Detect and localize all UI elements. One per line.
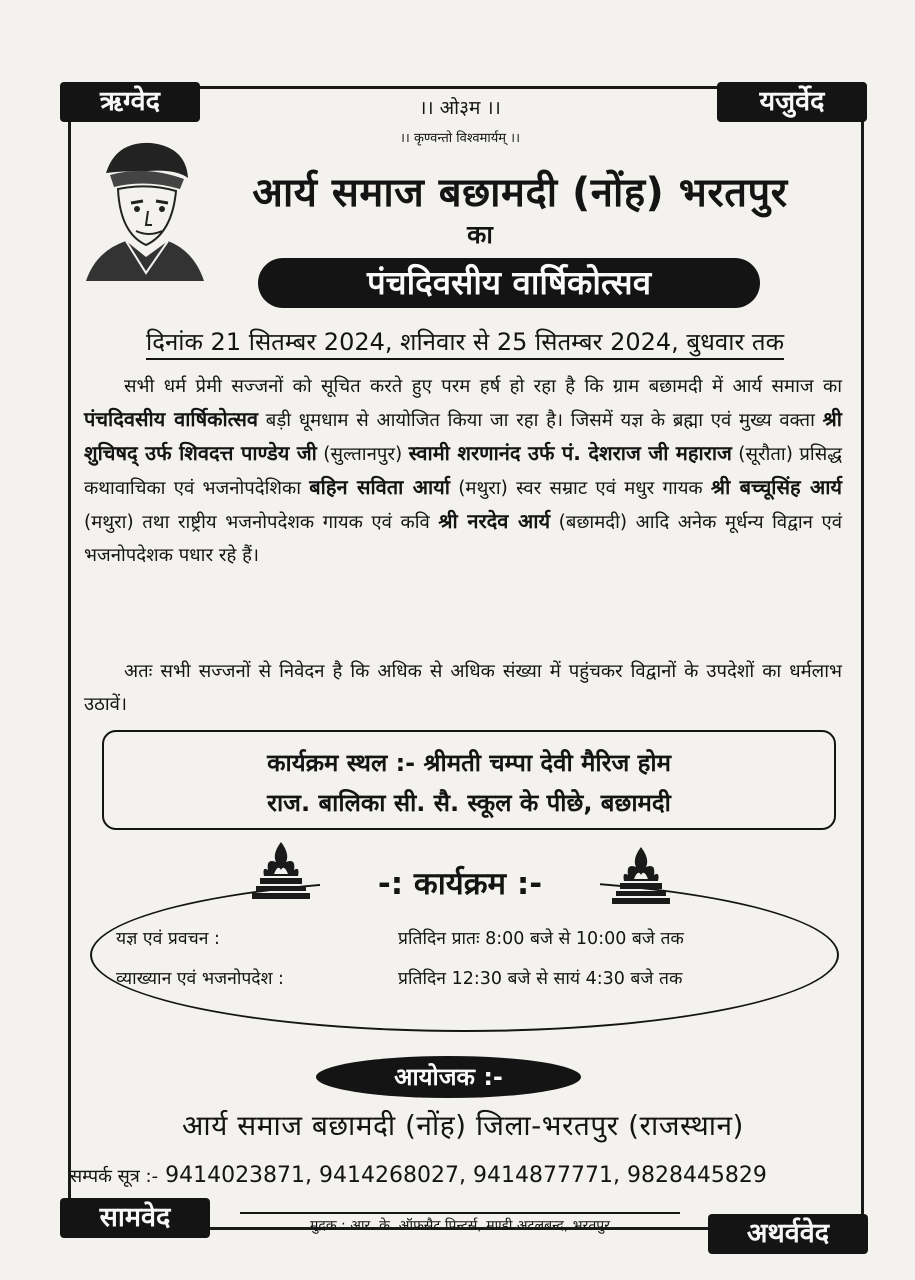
para1-text-2: बड़ी धूमधाम से आयोजित किया जा रहा है। जिसमें यज्ञ के ब्रह्मा एवं मुख्य वक्ता — [258, 410, 823, 431]
para1-text-3: (सुल्तानपुर) — [316, 444, 409, 465]
contact-label: सम्पर्क सूत्र :- — [70, 1166, 159, 1187]
program-row-1-time: प्रतिदिन प्रातः 8:00 बजे से 10:00 बजे तक — [398, 929, 684, 949]
para1-text-7: (बछामदी) आदि अनेक मूर्धन्य विद्वान एवं भजनोपदेशक पधार रहे हैं। — [84, 512, 843, 566]
corner-rigveda: ऋग्वेद — [60, 82, 200, 122]
venue-line-2: राज. बालिका सी. सै. स्कूल के पीछे, बछामदी — [267, 789, 671, 817]
venue-line-1: कार्यक्रम स्थल :- श्रीमती चम्पा देवी मैरिज होम — [267, 749, 671, 777]
para1-bold-2: श्री शुचिषद् उर्फ शिवदत्त पाण्डेय जी — [84, 407, 842, 465]
para1-bold-6: श्री नरदेव आर्य — [438, 509, 551, 533]
sage-portrait-icon — [76, 133, 206, 283]
havan-kund-icon — [612, 845, 670, 905]
corner-yajurveda: यजुर्वेद — [717, 82, 867, 122]
corner-samaveda: सामवेद — [60, 1198, 210, 1238]
corner-atharvaveda: अथर्ववेद — [708, 1214, 868, 1254]
event-dates — [80, 325, 850, 358]
para1-text-6: (मथुरा) तथा राष्ट्रीय भजनोपदेशक गायक एवं कवि — [84, 512, 439, 533]
page-title: आर्य समाज बछामदी (नोंह) भरतपुर — [252, 170, 788, 216]
contact-phones: 9414023871, 9414268027, 9414877771, 9828445829 — [165, 1163, 767, 1188]
para1-bold-5: श्री बच्चूसिंह आर्य — [710, 475, 842, 499]
om-heading: ।। ओ३म ।। — [419, 97, 501, 119]
para1-text-4: (सूरौता) प्रसिद्ध कथावाचिका एवं भजनोपदेशिका — [84, 444, 842, 499]
invitation-paragraph — [84, 370, 842, 572]
para1-bold-1: पंचदिवसीय वार्षिकोत्सव — [84, 407, 259, 431]
program-row-2-time: प्रतिदिन 12:30 बजे से सायं 4:30 बजे तक — [398, 969, 683, 989]
organizer-badge: आयोजक :- — [316, 1056, 581, 1098]
title-connector: का — [467, 220, 493, 249]
request-text: अतः सभी सज्जनों से निवेदन है कि अधिक से अधिक संख्या में पहुंचकर विद्वानों के उपदेशों का धर्मलाभ उठावें। — [84, 661, 842, 715]
program-row-1-label: यज्ञ एवं प्रवचन : — [116, 929, 220, 949]
program-row-2-label: व्याख्यान एवं भजनोपदेश : — [116, 969, 284, 989]
event-dates-text: दिनांक 21 सितम्बर 2024, शनिवार से 25 सितम्बर 2024, बुधवार तक — [146, 328, 784, 360]
printer-credit: मुद्रक : आर. के. ऑफसैट प्रिन्टर्स, मण्डी अटलबन्द, भरतपुर — [240, 1212, 680, 1235]
request-paragraph — [84, 655, 842, 721]
para1-bold-4: बहिन सविता आर्या — [309, 475, 450, 499]
motto: ।। कृण्वन्तो विश्वमार्यम् ।। — [399, 131, 521, 146]
venue-box — [102, 730, 836, 830]
organizer-name: आर्य समाज बछामदी (नोंह) जिला-भरतपुर (राजस्थान) — [182, 1109, 744, 1142]
program-heading: -: कार्यक्रम :- — [320, 862, 600, 904]
para1-bold-3: स्वामी शरणानंद उर्फ पं. देशराज जी महाराज — [408, 441, 732, 465]
para1-text-5: (मथुरा) स्वर सम्राट एवं मधुर गायक — [449, 478, 711, 499]
event-banner: पंचदिवसीय वार्षिकोत्सव — [258, 258, 760, 308]
para1-text-1: सभी धर्म प्रेमी सज्जनों को सूचित करते हुए परम हर्ष हो रहा है कि ग्राम बछामदी में आर्य समाज का — [124, 376, 842, 397]
havan-kund-icon — [252, 840, 310, 900]
contact-line — [70, 1163, 860, 1188]
